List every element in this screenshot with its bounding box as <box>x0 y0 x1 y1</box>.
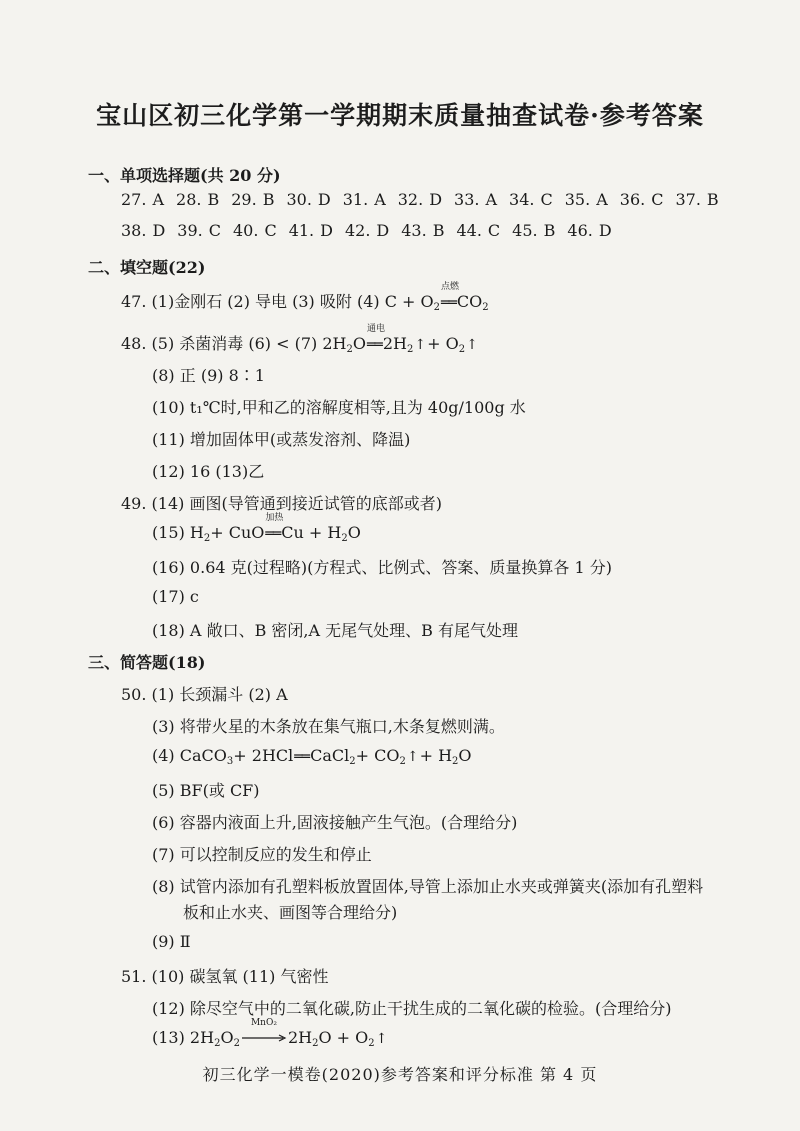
question-number: 42. <box>344 221 371 240</box>
question-number: 37. <box>675 190 701 209</box>
answer-letter: A <box>374 190 386 209</box>
gas-arrow-icon: ↑ <box>375 1031 388 1047</box>
q48-text: 48. (5) 杀菌消毒 (6) < (7) 2H <box>121 334 347 353</box>
reaction-condition <box>241 1018 287 1047</box>
equals-sign: ══ <box>441 295 456 311</box>
q48-answer-8-9: (8) 正 (9) 8∶1 <box>152 366 265 385</box>
q49-answer-15 <box>152 513 361 544</box>
q50-product-3: + H <box>419 746 453 765</box>
q48-product-2: + O <box>427 334 459 353</box>
answer-letter: C <box>208 221 221 240</box>
q50-answer-7: (7) 可以控制反应的发生和停止 <box>152 845 372 864</box>
q48-line <box>121 324 479 355</box>
gas-arrow-icon: ↑ <box>414 337 427 353</box>
choices-row-2 <box>121 221 612 240</box>
q50-answer-9: (9) Ⅱ <box>152 932 191 951</box>
equals-sign: ══ <box>367 337 382 353</box>
q50-answer-3: (3) 将带火星的木条放在集气瓶口,木条复燃则满。 <box>152 717 505 736</box>
choice-answer <box>233 221 277 240</box>
section-heading-fill: 二、填空题(22) <box>88 258 206 277</box>
answer-letter: B <box>207 190 220 209</box>
q51-product: 2H <box>287 1028 313 1047</box>
answer-letter: A <box>485 190 498 209</box>
q49-text: (15) H <box>152 523 204 542</box>
question-number: 44. <box>456 221 482 240</box>
section-heading-short: 三、简答题(18) <box>88 653 206 672</box>
q47-product: CO <box>456 292 483 311</box>
question-number: 41. <box>288 221 315 240</box>
answer-letter: D <box>429 190 443 209</box>
q48-product: 2H <box>382 334 407 353</box>
choice-answer <box>177 221 221 240</box>
subscript: 2 <box>203 533 211 544</box>
gas-arrow-icon: ↑ <box>406 749 419 765</box>
subscript: 2 <box>346 344 353 355</box>
question-number: 45. <box>512 221 538 240</box>
q49-product-end: O <box>347 523 361 542</box>
choice-answer <box>620 190 664 209</box>
q50-answer-6: (6) 容器内液面上升,固液接触产生气泡。(合理给分) <box>152 813 518 832</box>
q51-answer-10-11: 51. (10) 碳氢氧 (11) 气密性 <box>121 967 329 986</box>
q51-product-2: O + O <box>318 1028 369 1047</box>
choice-answer <box>401 221 444 240</box>
subscript: 2 <box>368 1038 375 1049</box>
q51-text: (13) 2H <box>152 1028 215 1047</box>
answer-letter: B <box>706 190 719 209</box>
subscript: 2 <box>433 302 441 313</box>
q49-product: Cu + H <box>281 523 342 542</box>
condition-label: 点燃 <box>441 282 460 292</box>
section-heading-choice: 一、单项选择题(共 20 分) <box>88 166 281 185</box>
q48-formula: O <box>352 334 366 353</box>
q50-answer-1-2: 50. (1) 长颈漏斗 (2) A <box>121 685 288 704</box>
answer-letter: C <box>651 190 664 209</box>
subscript: 2 <box>399 756 406 767</box>
subscript: 2 <box>349 756 356 767</box>
page-title: 宝山区初三化学第一学期期末质量抽查试卷·参考答案 <box>96 101 704 130</box>
choice-answer <box>176 190 219 209</box>
answer-letter: D <box>320 221 333 240</box>
choice-answer <box>231 190 274 209</box>
q47-line <box>121 282 489 313</box>
choice-answer <box>565 190 608 209</box>
equals-sign: ══ <box>265 526 281 542</box>
choice-answer <box>509 190 553 209</box>
answer-letter: C <box>487 221 501 240</box>
question-number: 33. <box>454 190 480 209</box>
choice-answer <box>567 221 611 240</box>
q50-reactant: + 2HCl <box>233 746 294 765</box>
q48-answer-11: (11) 增加固体甲(或蒸发溶剂、降温) <box>152 430 411 449</box>
q49-answer-17: (17) c <box>152 587 199 606</box>
choice-answer <box>398 190 442 209</box>
choice-answer <box>675 190 718 209</box>
answer-letter: C <box>540 190 553 209</box>
subscript: 2 <box>233 1038 240 1049</box>
choice-answer <box>454 190 497 209</box>
answer-letter: A <box>152 190 165 209</box>
q49-answer-18: (18) A 敞口、B 密闭,A 无尾气处理、B 有尾气处理 <box>152 621 518 640</box>
q51-answer-12: (12) 除尽空气中的二氧化碳,防止干扰生成的二氧化碳的检验。(合理给分) <box>152 999 672 1018</box>
question-number: 28. <box>176 190 202 209</box>
q51-reactant: O <box>220 1028 234 1047</box>
q50-product-2: + CO <box>355 746 400 765</box>
condition-label: 加热 <box>265 513 284 523</box>
q50-answer-8b: 板和止水夹、画图等合理给分) <box>183 903 398 922</box>
question-number: 40. <box>232 221 259 240</box>
q50-answer-4 <box>152 746 472 767</box>
choice-answer <box>121 221 165 240</box>
q50-answer-8a: (8) 试管内添加有孔塑料板放置固体,导管上添加止水夹或弹簧夹(添加有孔塑料 <box>152 877 704 896</box>
catalyst-label: MnO₂ <box>250 1018 277 1028</box>
choice-answer <box>512 221 555 240</box>
choice-answer <box>289 221 333 240</box>
subscript: 2 <box>341 533 348 544</box>
choice-answer <box>456 221 500 240</box>
answer-letter: D <box>598 221 612 240</box>
q49-reactant: + CuO <box>210 523 265 542</box>
question-number: 27. <box>121 190 147 209</box>
subscript: 2 <box>312 1038 319 1049</box>
question-number: 29. <box>231 190 257 209</box>
q50-text: (4) CaCO <box>152 746 227 765</box>
choice-answer <box>345 221 389 240</box>
reaction-condition <box>441 282 460 311</box>
question-number: 43. <box>401 221 427 240</box>
answer-letter: D <box>152 221 166 240</box>
reaction-condition <box>294 746 309 765</box>
subscript: 2 <box>458 344 466 355</box>
reaction-arrow-icon <box>241 1033 287 1043</box>
equals-sign: ══ <box>294 749 310 765</box>
q49-answer-14: 49. (14) 画图(导管通到接近试管的底部或者) <box>121 494 442 513</box>
condition-label: 通电 <box>367 324 386 334</box>
q50-product-end: O <box>458 746 472 765</box>
question-number: 31. <box>342 190 369 209</box>
choice-answer <box>343 190 386 209</box>
subscript: 2 <box>407 344 414 355</box>
q47-text: 47. (1)金刚石 (2) 导电 (3) 吸附 (4) C + O <box>121 292 434 311</box>
q50-answer-5: (5) BF(或 CF) <box>152 781 260 800</box>
choices-row-1 <box>121 190 719 209</box>
question-number: 32. <box>397 190 424 209</box>
question-number: 36. <box>619 190 646 209</box>
choice-answer <box>286 190 330 209</box>
question-number: 35. <box>564 190 591 209</box>
answer-letter: B <box>432 221 445 240</box>
question-number: 46. <box>567 221 593 240</box>
reaction-condition <box>367 324 386 353</box>
gas-arrow-icon: ↑ <box>466 337 478 353</box>
answer-letter: D <box>317 190 331 209</box>
choice-answer <box>121 190 164 209</box>
reaction-condition <box>265 513 284 542</box>
q50-product: CaCl <box>310 746 350 765</box>
subscript: 3 <box>226 756 234 767</box>
answer-letter: D <box>376 221 390 240</box>
subscript: 2 <box>214 1038 221 1049</box>
q49-answer-16: (16) 0.64 克(过程略)(方程式、比例式、答案、质量换算各 1 分) <box>152 558 612 577</box>
subscript: 2 <box>482 302 489 313</box>
question-number: 34. <box>509 190 535 209</box>
question-number: 38. <box>121 221 147 240</box>
q48-answer-10: (10) t₁℃时,甲和乙的溶解度相等,且为 40g/100g 水 <box>152 398 526 417</box>
question-number: 39. <box>177 221 203 240</box>
subscript: 2 <box>452 756 459 767</box>
answer-letter: B <box>543 221 556 240</box>
answer-letter: A <box>596 190 608 209</box>
question-number: 30. <box>286 190 312 209</box>
q51-answer-13 <box>152 1018 388 1049</box>
q48-answer-12-13: (12) 16 (13)乙 <box>152 462 265 481</box>
answer-letter: B <box>262 190 275 209</box>
page-footer: 初三化学一模卷(2020)参考答案和评分标准 第 4 页 <box>202 1065 598 1084</box>
answer-letter: C <box>264 221 277 240</box>
